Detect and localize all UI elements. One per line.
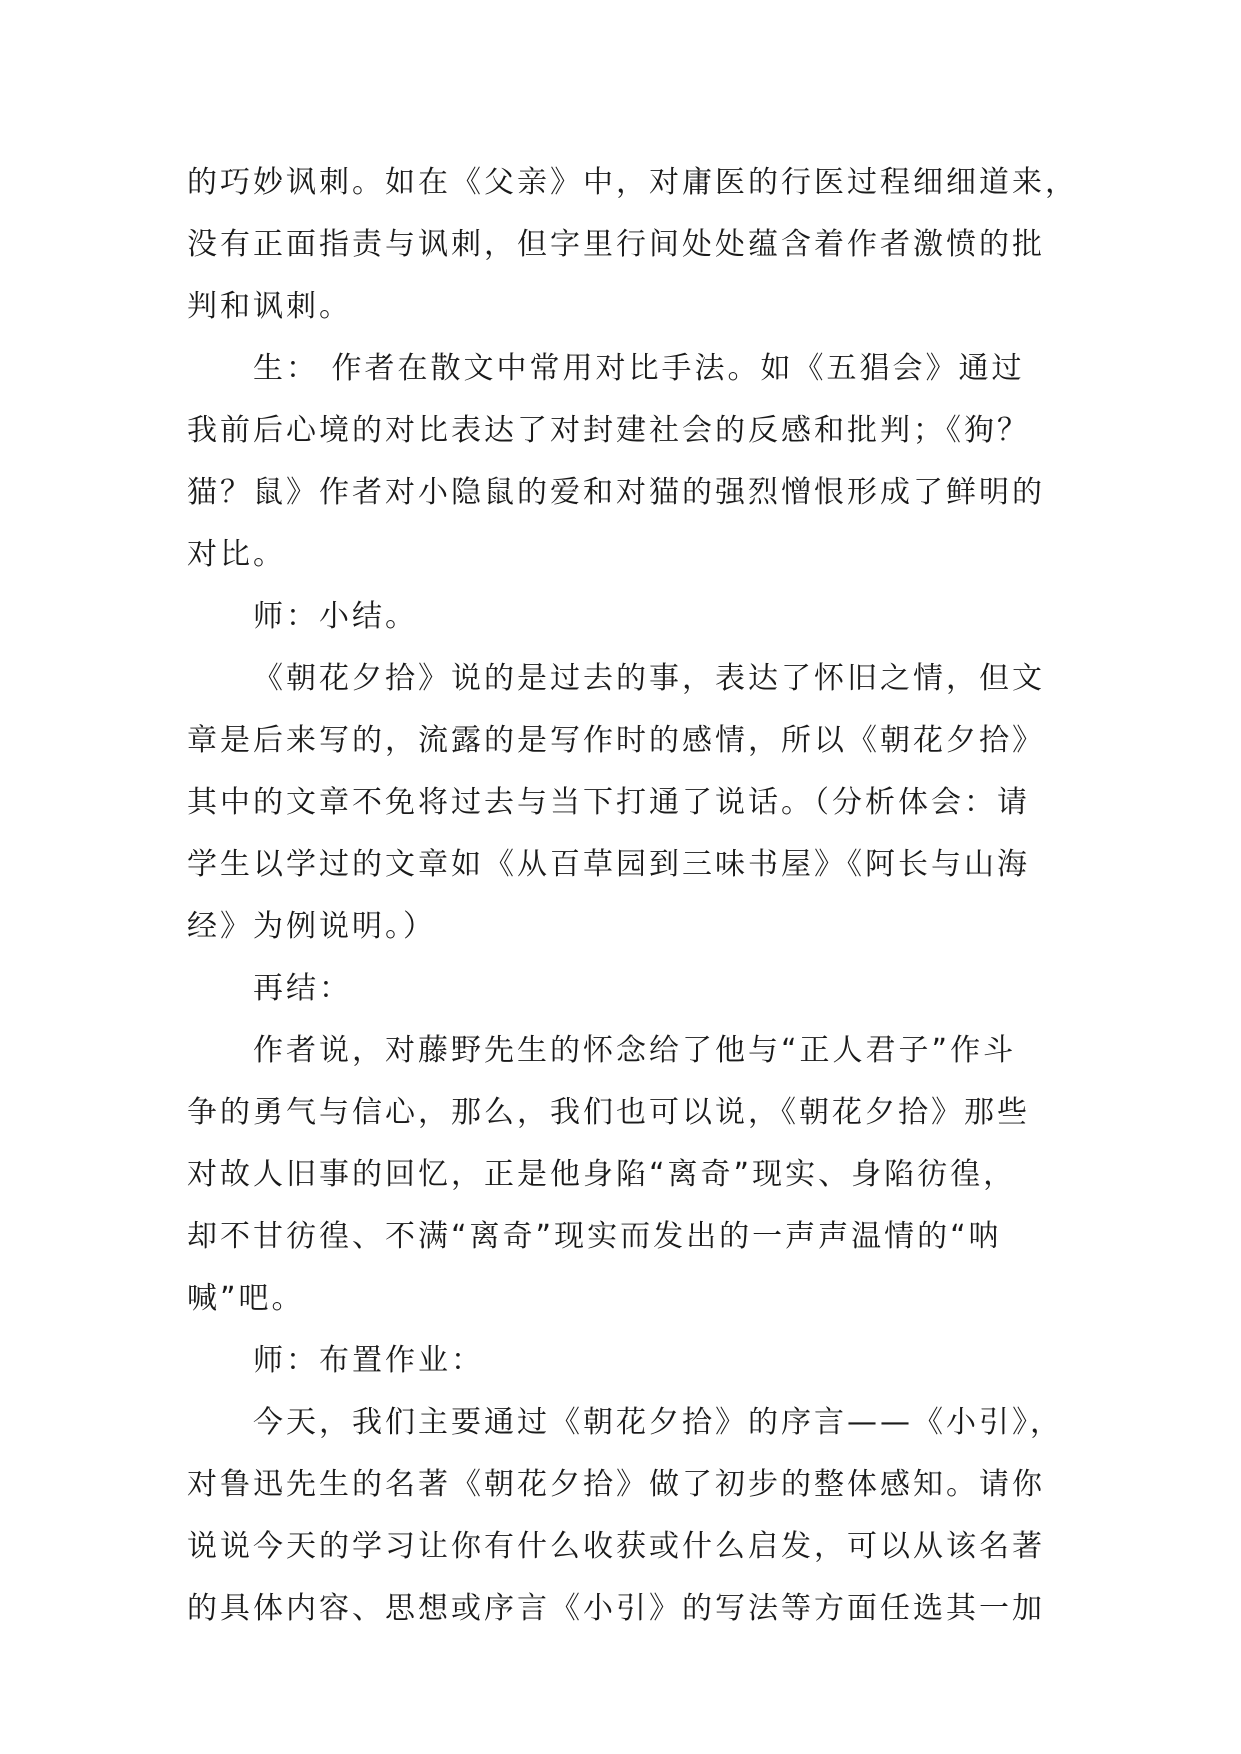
text-line: 说说今天的学习让你有什么收获或什么启发，可以从该名著 [187,1529,1045,1564]
text-line: 今天，我们主要通过《朝花夕拾》的序言——《小引》， [253,1405,1063,1440]
text-line: 经》为例说明。） [187,909,436,944]
text-line: 没有正面指责与讽刺，但字里行间处处蕴含着作者激愤的批 [187,227,1045,262]
text-line: 喊”吧。 [187,1281,305,1316]
text-line: 猫？鼠》作者对小隐鼠的爱和对猫的强烈憎恨形成了鲜明的 [187,475,1045,510]
text-line: 作者说，对藤野先生的怀念给了他与“正人君子”作斗 [253,1033,1017,1068]
text-line: 判和讽刺。 [187,289,352,324]
text-line: 的巧妙讽刺。如在《父亲》中，对庸医的行医过程细细道来， [187,165,1078,200]
text-line: 却不甘彷徨、不满“离奇”现实而发出的一声声温情的“呐 [187,1219,1002,1254]
text-line: 《朝花夕拾》说的是过去的事，表达了怀旧之情，但文 [253,661,1045,696]
text-line: 对比。 [187,537,286,572]
text-line: 师：小结。 [253,599,418,634]
text-line: 生： 作者在散文中常用对比手法。如《五猖会》通过 [253,351,1025,386]
text-line: 再结： [253,971,352,1006]
text-line: 争的勇气与信心，那么，我们也可以说，《朝花夕拾》那些 [187,1095,1030,1130]
text-line: 章是后来写的，流露的是写作时的感情，所以《朝花夕拾》 [187,723,1045,758]
text-line: 其中的文章不免将过去与当下打通了说话。（分析体会：请 [187,785,1030,820]
text-line: 我前后心境的对比表达了对封建社会的反感和批判；《狗？ [187,413,1030,448]
text-line: 对鲁迅先生的名著《朝花夕拾》做了初步的整体感知。请你 [187,1467,1045,1502]
text-line: 的具体内容、思想或序言《小引》的写法等方面任选其一加 [187,1591,1045,1626]
body-text [187,152,1078,1640]
text-line: 学生以学过的文章如《从百草园到三味书屋》《阿长与山海 [187,847,1030,882]
text-line: 对故人旧事的回忆，正是他身陷“离奇”现实、身陷彷徨， [187,1157,1017,1192]
text-line: 师：布置作业： [253,1343,484,1378]
